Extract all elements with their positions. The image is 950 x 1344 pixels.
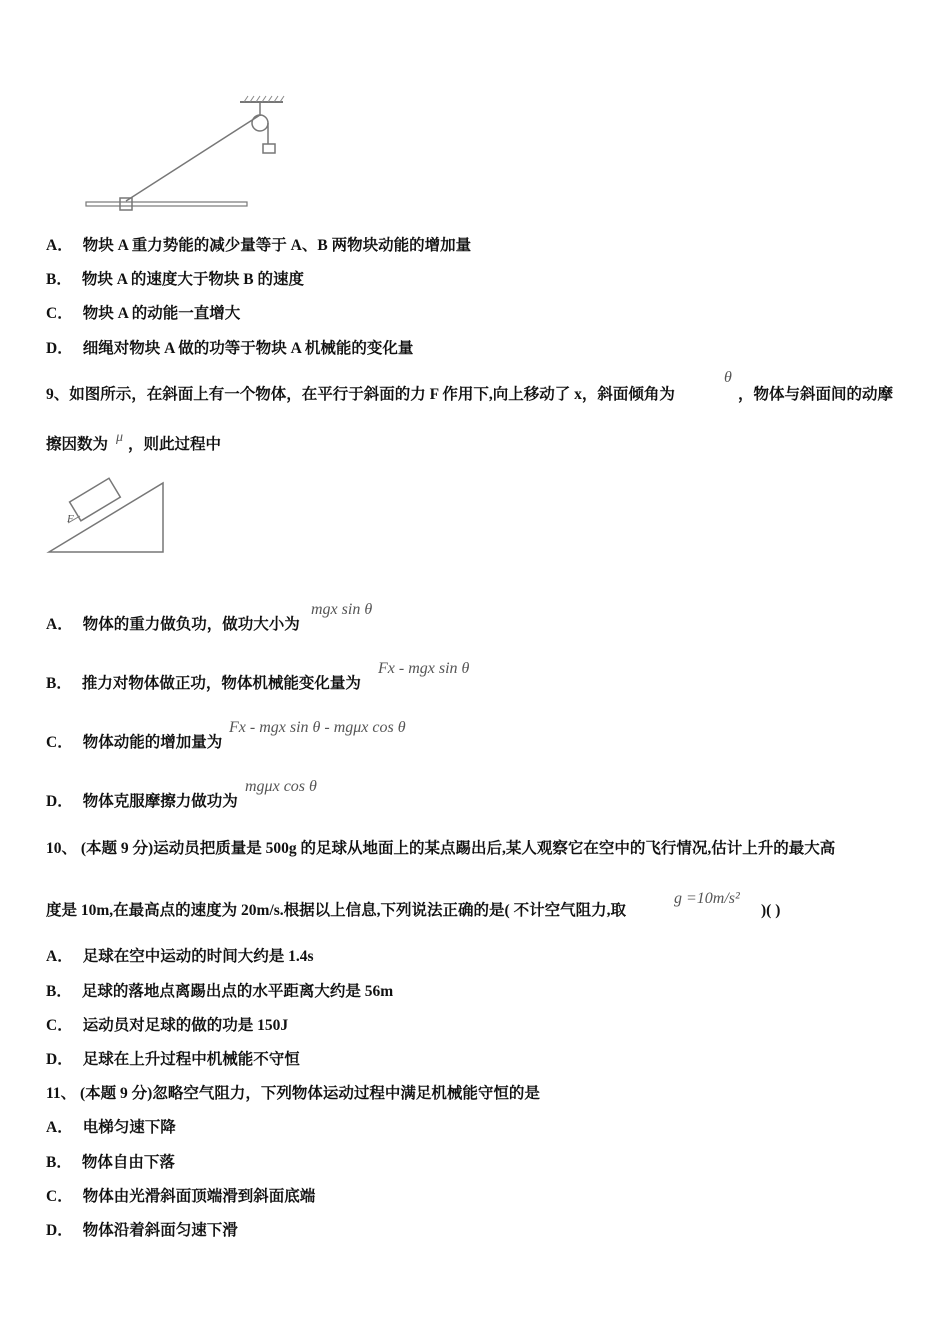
q9-option-a: A． 物体的重力做负功，做功大小为 xyxy=(46,616,300,633)
q11-option-c: C． 物体由光滑斜面顶端滑到斜面底端 xyxy=(46,1188,316,1205)
q11-option-b: B． 物体自由下落 xyxy=(46,1154,175,1171)
q8-option-a: A． 物块 A 重力势能的减少量等于 A、B 两物块动能的增加量 xyxy=(46,237,472,254)
q9-option-c: C． 物体动能的增加量为 xyxy=(46,734,223,751)
q9-option-a-math: mgx sin θ xyxy=(311,601,373,618)
q10-option-a: A． 足球在空中运动的时间大约是 1.4s xyxy=(46,948,314,965)
q10-g-math: g =10m/s² xyxy=(674,890,740,907)
q10-stem-line2: 度是 10m,在最高点的速度为 20m/s.根据以上信息,下列说法正确的是( 不计空气阻力,取 xyxy=(46,902,626,919)
q8-option-c: C． 物块 A 的动能一直增大 xyxy=(46,305,241,322)
q10-option-d: D． 足球在上升过程中机械能不守恒 xyxy=(46,1051,300,1068)
q9-option-b: B． 推力对物体做正功，物体机械能变化量为 xyxy=(46,675,361,692)
q10-option-b: B． 足球的落地点离踢出点的水平距离大约是 56m xyxy=(46,983,394,1000)
q9-stem-line2: 擦因数为 xyxy=(46,436,109,453)
q11-option-a: A． 电梯匀速下降 xyxy=(46,1119,176,1136)
q9-mu-symbol: μ xyxy=(116,430,124,445)
q11-stem: 11、 (本题 9 分)忽略空气阻力，下列物体运动过程中满足机械能守恒的是 xyxy=(46,1085,540,1102)
q10-stem-line1: 10、 (本题 9 分)运动员把质量是 500g 的足球从地面上的某点踢出后,某人观察它在空中的飞行情况,估计上升的最大高 xyxy=(46,840,836,857)
incline-figure xyxy=(45,476,175,561)
pulley-figure xyxy=(80,92,320,222)
q9-option-c-math: Fx - mgx sin θ - mgμx cos θ xyxy=(229,719,406,736)
q9-stem-line1: 9、如图所示，在斜面上有一个物体，在平行于斜面的力 F 作用下,向上移动了 x，斜面倾角为 xyxy=(46,386,675,403)
q9-option-d: D． 物体克服摩擦力做功为 xyxy=(46,793,238,810)
q9-stem-line1-tail: ，物体与斜面间的动摩 xyxy=(738,386,894,403)
q11-option-d: D． 物体沿着斜面匀速下滑 xyxy=(46,1222,238,1239)
q9-option-d-math: mgμx cos θ xyxy=(245,778,317,795)
q10-option-c: C． 运动员对足球的做的功是 150J xyxy=(46,1017,289,1034)
q8-option-b: B． 物块 A 的速度大于物块 B 的速度 xyxy=(46,271,305,288)
q8-option-d: D． 细绳对物块 A 做的功等于物块 A 机械能的变化量 xyxy=(46,340,414,357)
q9-stem-line2-tail: ，则此过程中 xyxy=(128,436,222,453)
q10-stem-line2-tail: )( ) xyxy=(761,902,781,919)
q9-option-b-math: Fx - mgx sin θ xyxy=(378,660,470,677)
force-label: F xyxy=(67,513,74,525)
q9-theta-symbol: θ xyxy=(724,369,732,386)
